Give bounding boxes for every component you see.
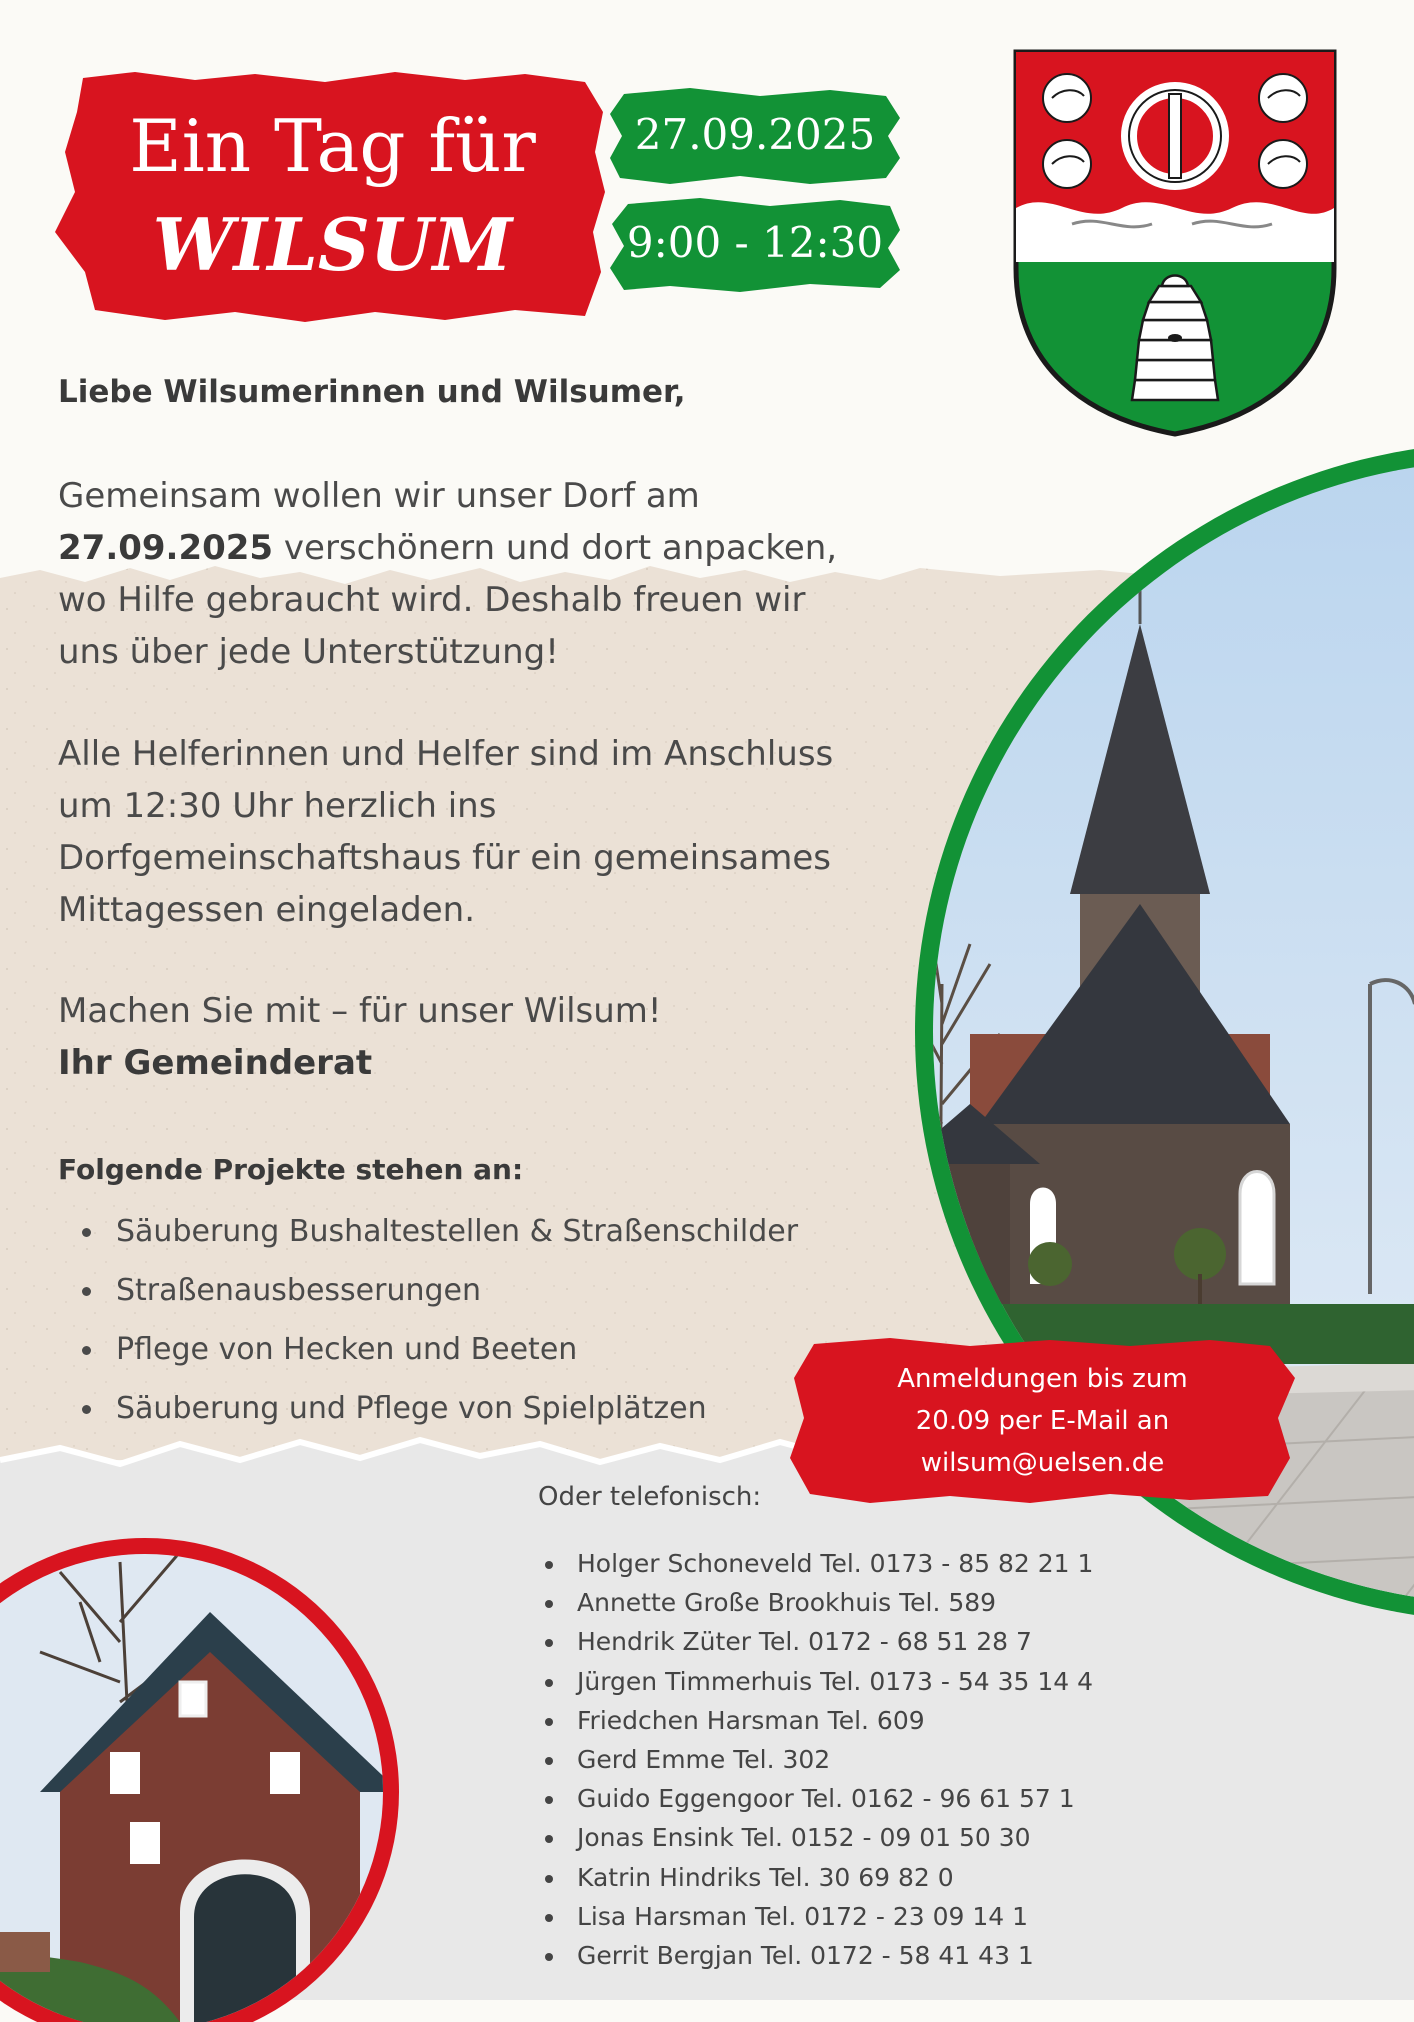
registration-line-1: Anmeldungen bis zum [897, 1364, 1188, 1394]
lunch-paragraph: Alle Helferinnen und Helfer sind im Anschluss um 12:30 Uhr herzlich ins Dorfgemeinschaftshaus für ein gemeinsames Mittagessen eingeladen. [58, 734, 834, 930]
list-item: Pflege von Hecken und Beeten [80, 1326, 798, 1385]
list-item: Säuberung und Pflege von Spielplätzen [80, 1385, 798, 1444]
list-item: Gerrit Bergjan Tel. 0172 - 58 41 43 1 [545, 1938, 1093, 1977]
signature: Ihr Gemeinderat [58, 1043, 373, 1083]
list-item: Jonas Ensink Tel. 0152 - 09 01 50 30 [545, 1820, 1093, 1859]
date-tag [610, 88, 900, 184]
list-item: Friedchen Harsman Tel. 609 [545, 1703, 1093, 1742]
title-banner [55, 72, 610, 322]
title-line-2: WILSUM [152, 202, 513, 287]
registration-email[interactable]: wilsum@uelsen.de [920, 1448, 1165, 1478]
time-tag [610, 196, 900, 292]
intro-paragraph [58, 470, 858, 678]
list-item: Jürgen Timmerhuis Tel. 0173 - 54 35 14 4 [545, 1664, 1093, 1703]
intro-text-end: verschönern und dort anpacken, wo Hilfe gebraucht wird. Deshalb freuen wir uns über jede Unterstützung! [58, 528, 838, 672]
projects-list [80, 1208, 798, 1444]
list-item: Gerd Emme Tel. 302 [545, 1742, 1093, 1781]
closing-paragraph [58, 985, 858, 1089]
list-item: Hendrik Züter Tel. 0172 - 68 51 28 7 [545, 1624, 1093, 1663]
greeting: Liebe Wilsumerinnen und Wilsumer, [58, 374, 686, 410]
list-item: Säuberung Bushaltestellen & Straßenschilder [80, 1208, 798, 1267]
projects-heading: Folgende Projekte stehen an: [58, 1153, 524, 1186]
registration-line-2: 20.09 per E-Mail an [915, 1406, 1170, 1436]
intro-text-start: Gemeinsam wollen wir unser Dorf am [58, 476, 700, 516]
closing-line: Machen Sie mit – für unser Wilsum! [58, 991, 662, 1031]
phone-list [545, 1546, 1093, 1977]
list-item: Holger Schoneveld Tel. 0173 - 85 82 21 1 [545, 1546, 1093, 1585]
event-time: 9:00 - 12:30 [626, 218, 884, 267]
title-line-1: Ein Tag für [129, 104, 536, 188]
intro-date: 27.09.2025 [58, 528, 274, 568]
registration-banner [790, 1338, 1295, 1503]
list-item: Guido Eggengoor Tel. 0162 - 96 61 57 1 [545, 1781, 1093, 1820]
coat-of-arms-icon [1012, 48, 1338, 438]
phone-heading: Oder telefonisch: [538, 1482, 762, 1512]
list-item: Lisa Harsman Tel. 0172 - 23 09 14 1 [545, 1899, 1093, 1938]
event-date: 27.09.2025 [634, 110, 876, 159]
farmhouse-photo [0, 1462, 412, 2022]
list-item: Katrin Hindriks Tel. 30 69 82 0 [545, 1860, 1093, 1899]
list-item: Annette Große Brookhuis Tel. 589 [545, 1585, 1093, 1624]
list-item: Straßenausbesserungen [80, 1267, 798, 1326]
